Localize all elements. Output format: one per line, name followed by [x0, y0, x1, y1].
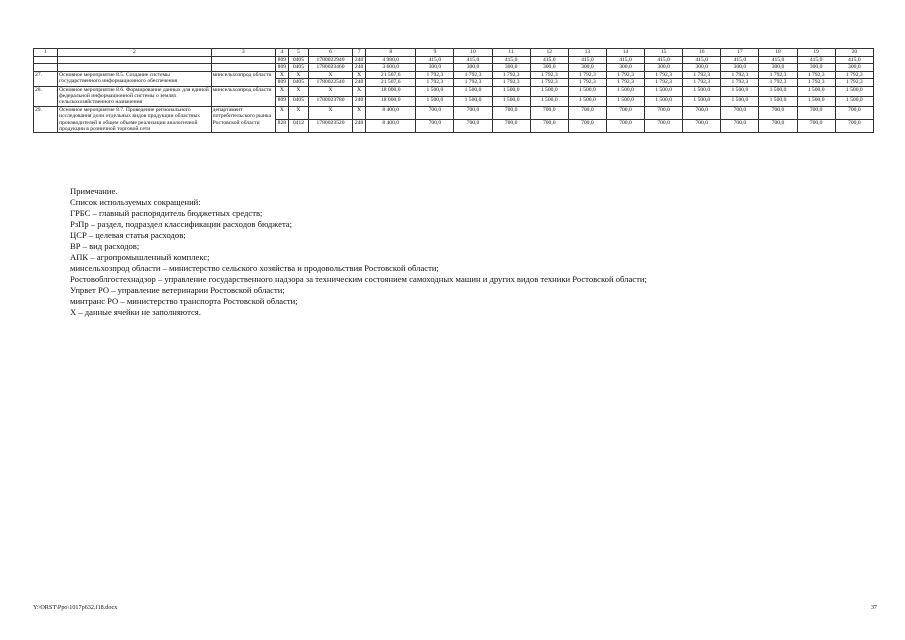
table-cell: 1 792,3 [530, 71, 568, 78]
table-cell: 8 400,0 [366, 120, 416, 133]
table-cell: 300,0 [797, 64, 835, 71]
table-cell: 0405 [288, 96, 308, 106]
grbs-cell: минсельхозпрод области [211, 86, 275, 106]
table-cell: 1 500,0 [721, 96, 759, 106]
table-cell: 1 500,0 [454, 96, 492, 106]
table-cell: 1 792,3 [606, 71, 644, 78]
table-cell: X [353, 71, 366, 78]
note-line: Примечание. [70, 186, 118, 196]
column-number-cell: 14 [606, 49, 644, 57]
table-cell: 1 500,0 [492, 96, 530, 106]
column-number-cell: 5 [288, 49, 308, 57]
table-cell: 300,0 [530, 64, 568, 71]
table-cell: 1 500,0 [683, 96, 721, 106]
grbs-cell: минсельхозпрод области [211, 71, 275, 86]
column-number-cell: 4 [275, 49, 288, 57]
row-number-cell: 27. [34, 71, 58, 86]
column-number-cell: 9 [416, 49, 454, 57]
table-cell: 1 500,0 [568, 86, 606, 96]
note-line: минсельхозпрод области – министерство сельского хозяйства и продовольствия Ростовской области; [70, 263, 439, 273]
table-cell: 1 500,0 [835, 86, 873, 96]
table-cell: 1 792,3 [606, 79, 644, 86]
table-cell: 415,0 [416, 57, 454, 64]
grbs-cell [211, 57, 275, 64]
column-number-cell: 17 [721, 49, 759, 57]
table-cell: 1 500,0 [530, 96, 568, 106]
grbs-cell: департамент потребительского рынка Ростовской области [211, 106, 275, 133]
note-line: Ростовоблгостехнадзор – управление государственного надзора за техническим состоянием самоходных машин и других видов техники Ростовской области; [70, 274, 647, 284]
table-cell: 415,0 [530, 57, 568, 64]
table-cell: 300,0 [568, 64, 606, 71]
table-cell: 1 500,0 [835, 96, 873, 106]
column-number-cell: 2 [58, 49, 212, 57]
table-cell: 1 500,0 [416, 96, 454, 106]
table-cell: 700,0 [797, 120, 835, 133]
table-cell: 1 500,0 [645, 96, 683, 106]
activity-name-cell: Основное мероприятие 8.5. Создание системы государственного информационного обеспечения [58, 71, 212, 86]
table-cell: 300,0 [416, 64, 454, 71]
table-cell: 415,0 [721, 57, 759, 64]
row-number-cell: 28. [34, 86, 58, 106]
table-row [34, 57, 874, 64]
table-cell: 700,0 [416, 120, 454, 133]
table-cell: 1 792,3 [835, 79, 873, 86]
note-line: Список используемых сокращений: [70, 197, 201, 207]
table-cell: 21 507,6 [366, 71, 416, 78]
table-cell: 700,0 [454, 106, 492, 119]
note-line: Упрвет РО – управление ветеринарии Ростовской области; [70, 285, 285, 295]
table-cell: 1 792,3 [721, 71, 759, 78]
column-number-cell: 13 [568, 49, 606, 57]
table-cell: 1 792,3 [454, 71, 492, 78]
table-row [34, 86, 874, 96]
table-cell: X [288, 106, 308, 119]
table-cell: 415,0 [797, 57, 835, 64]
table-cell: X [353, 106, 366, 119]
column-number-cell: 16 [683, 49, 721, 57]
table-cell: 700,0 [721, 106, 759, 119]
table-cell: 21 507,6 [366, 79, 416, 86]
table-cell: 415,0 [492, 57, 530, 64]
note-line: ГРБС – главный распорядитель бюджетных средств; [70, 208, 263, 218]
table-cell: X [308, 71, 352, 78]
table-cell: 700,0 [530, 106, 568, 119]
table-cell: 809 [275, 64, 288, 71]
table-cell: 300,0 [721, 64, 759, 71]
table-cell: 1 792,3 [530, 79, 568, 86]
table-cell: 0412 [288, 120, 308, 133]
note-line: ЦСР – целевая статья расходов; [70, 230, 186, 240]
note-line: Х – данные ячейки не заполняются. [70, 307, 201, 317]
table-cell: 828 [275, 120, 288, 133]
page-number: 37 [870, 604, 877, 611]
table-cell: 1 792,3 [683, 79, 721, 86]
table-cell: 1 792,3 [759, 79, 797, 86]
table-cell: 240 [353, 64, 366, 71]
table-cell: 415,0 [454, 57, 492, 64]
table-cell: 700,0 [797, 106, 835, 119]
column-number-cell: 8 [366, 49, 416, 57]
table-cell: 1780023460 [308, 64, 352, 71]
table-cell: 700,0 [454, 120, 492, 133]
table-cell: 1 500,0 [759, 86, 797, 96]
table-cell: 1 792,3 [835, 71, 873, 78]
table-cell: 1 792,3 [492, 71, 530, 78]
table-cell: 1780022540 [308, 79, 352, 86]
table-cell: 1 500,0 [530, 86, 568, 96]
note-line: РзПр – раздел, подраздел классификации расходов бюджета; [70, 219, 293, 229]
table-cell: 700,0 [492, 120, 530, 133]
table-cell: 809 [275, 79, 288, 86]
table-cell: 700,0 [645, 106, 683, 119]
table-cell: 700,0 [492, 106, 530, 119]
table-cell: 1 792,3 [797, 71, 835, 78]
table-cell: 1 500,0 [721, 86, 759, 96]
table-cell: 300,0 [683, 64, 721, 71]
table-cell: 415,0 [606, 57, 644, 64]
table-cell: 700,0 [835, 120, 873, 133]
table-cell: 300,0 [759, 64, 797, 71]
table-row [34, 106, 874, 119]
table-cell: 240 [353, 57, 366, 64]
budget-table-body [34, 49, 874, 133]
table-cell: 700,0 [568, 106, 606, 119]
row-number-cell [34, 64, 58, 71]
table-cell: 1 792,3 [683, 71, 721, 78]
column-number-cell: 7 [353, 49, 366, 57]
table-cell: X [288, 71, 308, 78]
table-cell: 300,0 [606, 64, 644, 71]
table-cell: 415,0 [835, 57, 873, 64]
table-cell: X [275, 106, 288, 119]
table-cell: 1 792,3 [568, 71, 606, 78]
column-number-cell: 6 [308, 49, 352, 57]
table-cell: 300,0 [454, 64, 492, 71]
table-cell: 8 400,0 [366, 106, 416, 119]
table-cell: 1 792,3 [416, 79, 454, 86]
table-cell: 700,0 [645, 120, 683, 133]
table-cell: 300,0 [492, 64, 530, 71]
grbs-cell [211, 64, 275, 71]
table-cell: 809 [275, 96, 288, 106]
table-cell: 0405 [288, 57, 308, 64]
column-number-cell: 10 [454, 49, 492, 57]
column-number-cell: 19 [797, 49, 835, 57]
table-cell: 1 792,3 [721, 79, 759, 86]
table-row [34, 71, 874, 78]
table-cell: 1 792,3 [759, 71, 797, 78]
activity-name-cell [58, 57, 212, 64]
activity-name-cell [58, 64, 212, 71]
column-number-cell: 12 [530, 49, 568, 57]
activity-name-cell: Основное мероприятие 8.6. Формирование данных для единой федеральной информационной системы о землях сельскохозяйственного назначения [58, 86, 212, 106]
column-number-cell: 18 [759, 49, 797, 57]
table-cell: 1 792,3 [797, 79, 835, 86]
row-number-cell: 29. [34, 106, 58, 133]
table-cell: 1 500,0 [797, 86, 835, 96]
table-cell: 700,0 [416, 106, 454, 119]
table-cell: 1 500,0 [606, 86, 644, 96]
table-cell: 1 500,0 [492, 86, 530, 96]
table-cell: X [308, 106, 352, 119]
table-cell: 700,0 [606, 120, 644, 133]
table-cell: 1780022940 [308, 57, 352, 64]
table-cell: 700,0 [759, 120, 797, 133]
table-cell: X [275, 71, 288, 78]
table-cell: 1 500,0 [416, 86, 454, 96]
table-cell: 240 [353, 79, 366, 86]
table-cell: 415,0 [683, 57, 721, 64]
table-cell: 240 [353, 96, 366, 106]
table-cell: 700,0 [568, 120, 606, 133]
table-cell: 700,0 [530, 120, 568, 133]
table-cell: 700,0 [683, 120, 721, 133]
column-number-cell: 3 [211, 49, 275, 57]
row-number-cell [34, 57, 58, 64]
table-cell: 700,0 [721, 120, 759, 133]
table-cell: 700,0 [835, 106, 873, 119]
table-cell: 1 500,0 [797, 96, 835, 106]
table-cell: 1 792,3 [645, 79, 683, 86]
table-cell: 1 792,3 [492, 79, 530, 86]
table-cell: 0405 [288, 79, 308, 86]
table-cell: 240 [353, 120, 366, 133]
table-cell: X [308, 86, 352, 96]
abbreviations-note [70, 186, 647, 318]
table-cell: X [288, 86, 308, 96]
table-cell: 18 000,0 [366, 86, 416, 96]
column-number-cell: 20 [835, 49, 873, 57]
table-cell: 809 [275, 57, 288, 64]
table-cell: 415,0 [759, 57, 797, 64]
table-cell: 1780023780 [308, 96, 352, 106]
table-cell: X [275, 86, 288, 96]
table-cell: 1 792,3 [645, 71, 683, 78]
table-cell: 300,0 [835, 64, 873, 71]
column-number-cell: 1 [34, 49, 58, 57]
activity-name-cell: Основное мероприятие 8.7. Проведение регионального исследования доли отдельных видов продукции областных производителей в общем объеме реализации аналогичной продукции в розничной торговой сети [58, 106, 212, 133]
table-cell: 700,0 [759, 106, 797, 119]
table-cell: 4 980,0 [366, 57, 416, 64]
table-cell: 1 792,3 [454, 79, 492, 86]
table-cell: 300,0 [645, 64, 683, 71]
table-cell: 700,0 [683, 106, 721, 119]
table-row [34, 64, 874, 71]
table-cell: 1 500,0 [568, 96, 606, 106]
table-cell: 1780023520 [308, 120, 352, 133]
table-cell: 415,0 [568, 57, 606, 64]
budget-table [33, 48, 874, 133]
column-number-row [34, 49, 874, 57]
table-cell: 700,0 [606, 106, 644, 119]
column-number-cell: 11 [492, 49, 530, 57]
table-cell: 1 792,3 [416, 71, 454, 78]
table-cell: 1 500,0 [683, 86, 721, 96]
note-line: ВР – вид расходов; [70, 241, 140, 251]
table-cell: 0405 [288, 64, 308, 71]
table-cell: 1 500,0 [454, 86, 492, 96]
table-cell: 1 500,0 [645, 86, 683, 96]
note-line: АПК – агропромышленный комплекс; [70, 252, 210, 262]
table-cell: 1 500,0 [759, 96, 797, 106]
table-cell: 1 500,0 [606, 96, 644, 106]
column-number-cell: 15 [645, 49, 683, 57]
table-cell: 1 792,3 [568, 79, 606, 86]
table-cell: 415,0 [645, 57, 683, 64]
table-cell: 3 600,0 [366, 64, 416, 71]
note-line: минтранс РО – министерство транспорта Ростовской области; [70, 296, 298, 306]
footer-file-path: Y:\ORST\Ppo\1017p632.f18.docx [33, 604, 118, 611]
table-cell: 18 000,0 [366, 96, 416, 106]
table-cell: X [353, 86, 366, 96]
